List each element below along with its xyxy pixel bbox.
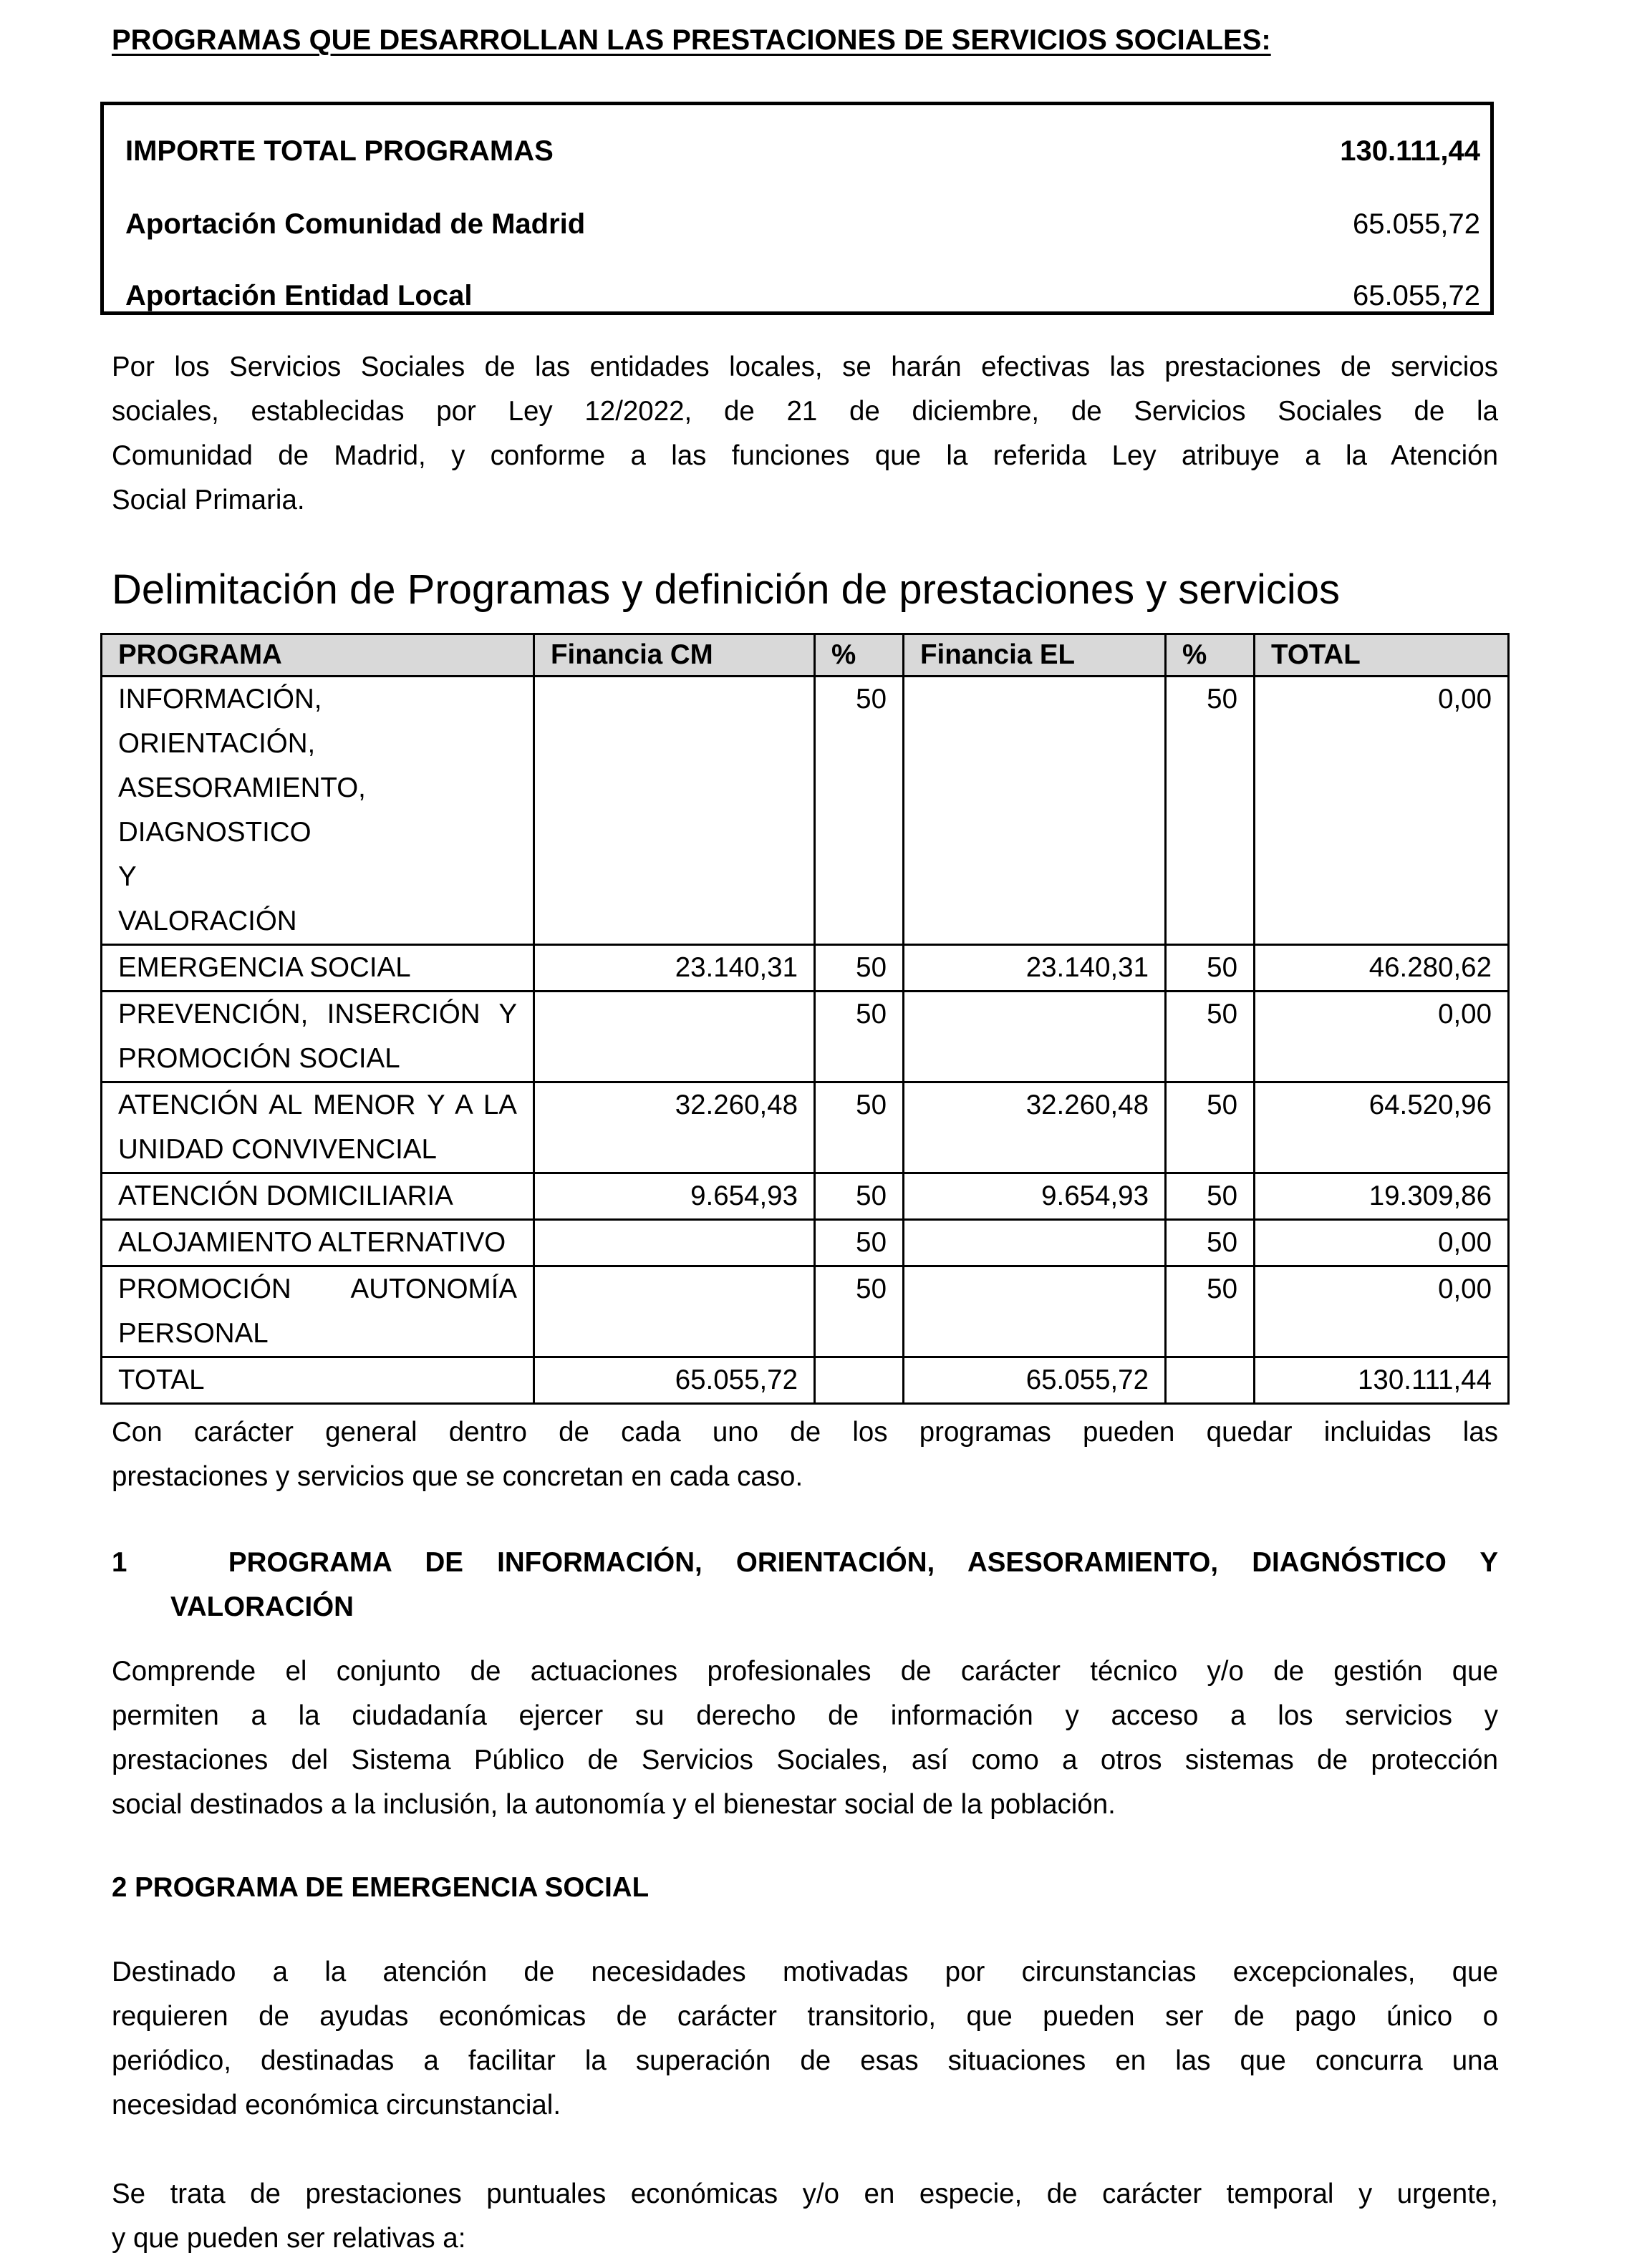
table-header-row — [102, 634, 1509, 677]
program1-heading — [112, 1541, 1498, 1629]
summary-el-row — [125, 280, 1480, 312]
page-title: PROGRAMAS QUE DESARROLLAN LAS PRESTACIONES DE SERVICIOS SOCIALES: — [112, 24, 1271, 56]
header-programa: PROGRAMA — [102, 634, 534, 677]
program2-heading — [112, 1866, 1498, 1910]
program1-paragraph — [112, 1649, 1498, 1827]
table-row — [102, 945, 1509, 992]
financia-el-cell: 32.260,48 — [904, 1082, 1166, 1173]
pct-cm-cell: 50 — [815, 945, 904, 992]
pct-cm-cell: 50 — [815, 1173, 904, 1220]
program-cell: ATENCIÓN AL MENOR Y A LA UNIDAD CONVIVENCIAL — [102, 1082, 534, 1173]
text-line: Comprende el conjunto de actuaciones profesionales de carácter técnico y/o de gestión que — [112, 1656, 1498, 1687]
financia-cm-cell — [534, 1220, 815, 1266]
financia-cm-cell: 65.055,72 — [534, 1357, 815, 1404]
pct-el-cell — [1166, 1357, 1255, 1404]
pct-el-cell: 50 — [1166, 945, 1255, 992]
financia-cm-cell — [534, 677, 815, 945]
header-pct-el: % — [1166, 634, 1255, 677]
pct-cm-cell: 50 — [815, 992, 904, 1082]
table-row — [102, 1357, 1509, 1404]
total-cell: 64.520,96 — [1255, 1082, 1509, 1173]
table-row — [102, 677, 1509, 945]
program2-paragraph — [112, 1950, 1498, 2128]
heading-line: VALORACIÓN — [170, 1591, 354, 1622]
summary-el-label: Aportación Entidad Local — [125, 280, 473, 311]
text-line: Por los Servicios Sociales de las entidades locales, se harán efectivas las prestaciones de servicios — [112, 352, 1498, 382]
program-cell: INFORMACIÓN, ORIENTACIÓN, ASESORAMIENTO, DIAGNOSTICO Y VALORACIÓN — [102, 677, 534, 945]
text-line: social destinados a la inclusión, la autonomía y el bienestar social de la población. — [112, 1789, 1116, 1820]
financia-el-cell — [904, 677, 1166, 945]
text-line: prestaciones y servicios que se concretan en cada caso. — [112, 1461, 803, 1492]
pct-cm-cell: 50 — [815, 1082, 904, 1173]
header-financia-cm: Financia CM — [534, 634, 815, 677]
pct-el-cell: 50 — [1166, 1266, 1255, 1357]
summary-cm-label: Aportación Comunidad de Madrid — [125, 208, 586, 240]
text-line: Con carácter general dentro de cada uno de los programas pueden quedar incluidas las — [112, 1417, 1498, 1448]
pct-cm-cell: 50 — [815, 677, 904, 945]
text-line: necesidad económica circunstancial. — [112, 2090, 561, 2121]
financia-cm-cell: 23.140,31 — [534, 945, 815, 992]
table-row — [102, 1082, 1509, 1173]
general-paragraph — [112, 1410, 1498, 1499]
pct-el-cell: 50 — [1166, 1220, 1255, 1266]
programs-table — [100, 633, 1510, 1405]
total-cell: 0,00 — [1255, 1220, 1509, 1266]
table-row — [102, 1220, 1509, 1266]
program-cell: EMERGENCIA SOCIAL — [102, 945, 534, 992]
pct-el-cell: 50 — [1166, 1082, 1255, 1173]
financia-cm-cell — [534, 992, 815, 1082]
summary-el-value: 65.055,72 — [1353, 280, 1480, 311]
summary-total-value: 130.111,44 — [1340, 135, 1480, 167]
financia-el-cell: 23.140,31 — [904, 945, 1166, 992]
program-cell: ATENCIÓN DOMICILIARIA — [102, 1173, 534, 1220]
program-cell: TOTAL — [102, 1357, 534, 1404]
table-row — [102, 1173, 1509, 1220]
summary-total-row — [125, 135, 1480, 168]
financia-cm-cell: 9.654,93 — [534, 1173, 815, 1220]
program-cell: ALOJAMIENTO ALTERNATIVO — [102, 1220, 534, 1266]
text-line: periódico, destinadas a facilitar la superación de esas situaciones en las que concurra una — [112, 2045, 1498, 2076]
summary-box — [100, 102, 1494, 315]
header-pct-cm: % — [815, 634, 904, 677]
text-line: prestaciones del Sistema Público de Servicios Sociales, así como a otros sistemas de protección — [112, 1745, 1498, 1775]
intro-paragraph — [112, 345, 1498, 523]
program2-paragraph-2 — [112, 2172, 1498, 2261]
text-line: sociales, establecidas por Ley 12/2022, de 21 de diciembre, de Servicios Sociales de la — [112, 396, 1498, 427]
summary-cm-row — [125, 208, 1480, 241]
text-line: Se trata de prestaciones puntuales económicas y/o en especie, de carácter temporal y urgente, — [112, 2179, 1498, 2209]
pct-cm-cell: 50 — [815, 1220, 904, 1266]
text-line: Destinado a la atención de necesidades motivadas por circunstancias excepcionales, que — [112, 1957, 1498, 1987]
summary-total-label: IMPORTE TOTAL PROGRAMAS — [125, 135, 554, 167]
financia-el-cell: 9.654,93 — [904, 1173, 1166, 1220]
heading-line: 2 PROGRAMA DE EMERGENCIA SOCIAL — [112, 1872, 650, 1903]
total-cell: 130.111,44 — [1255, 1357, 1509, 1404]
header-total: TOTAL — [1255, 634, 1509, 677]
summary-cm-value: 65.055,72 — [1353, 208, 1480, 240]
financia-cm-cell: 32.260,48 — [534, 1082, 815, 1173]
text-line: Social Primaria. — [112, 485, 305, 515]
heading-line: 1 PROGRAMA DE INFORMACIÓN, ORIENTACIÓN, ASESORAMIENTO, DIAGNÓSTICO Y — [112, 1547, 1498, 1578]
section-heading: Delimitación de Programas y definición de prestaciones y servicios — [112, 566, 1340, 613]
pct-el-cell: 50 — [1166, 1173, 1255, 1220]
program-cell: PROMOCIÓN AUTONOMÍA PERSONAL — [102, 1266, 534, 1357]
program-cell: PREVENCIÓN, INSERCIÓN Y PROMOCIÓN SOCIAL — [102, 992, 534, 1082]
pct-el-cell: 50 — [1166, 677, 1255, 945]
financia-el-cell — [904, 1266, 1166, 1357]
financia-el-cell: 65.055,72 — [904, 1357, 1166, 1404]
pct-cm-cell — [815, 1357, 904, 1404]
total-cell: 0,00 — [1255, 1266, 1509, 1357]
header-financia-el: Financia EL — [904, 634, 1166, 677]
text-line: y que pueden ser relativas a: — [112, 2223, 466, 2254]
financia-cm-cell — [534, 1266, 815, 1357]
total-cell: 19.309,86 — [1255, 1173, 1509, 1220]
text-line: requieren de ayudas económicas de carácter transitorio, que pueden ser de pago único o — [112, 2001, 1498, 2032]
table-row — [102, 1266, 1509, 1357]
total-cell: 0,00 — [1255, 677, 1509, 945]
financia-el-cell — [904, 992, 1166, 1082]
text-line: permiten a la ciudadanía ejercer su derecho de información y acceso a los servicios y — [112, 1700, 1498, 1731]
pct-el-cell: 50 — [1166, 992, 1255, 1082]
table-row — [102, 992, 1509, 1082]
text-line: Comunidad de Madrid, y conforme a las funciones que la referida Ley atribuye a la Atención — [112, 440, 1498, 471]
total-cell: 46.280,62 — [1255, 945, 1509, 992]
total-cell: 0,00 — [1255, 992, 1509, 1082]
financia-el-cell — [904, 1220, 1166, 1266]
pct-cm-cell: 50 — [815, 1266, 904, 1357]
